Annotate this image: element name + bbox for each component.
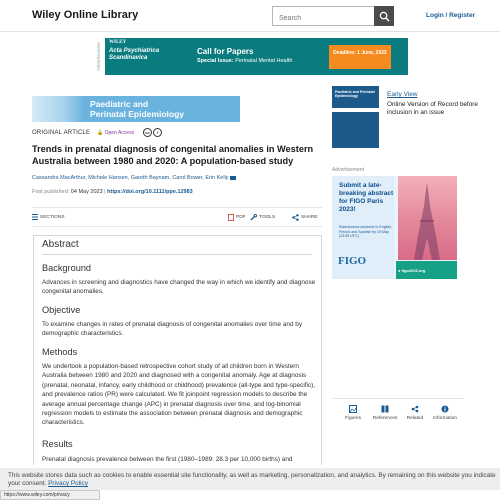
open-lock-icon: 🔓: [97, 130, 104, 136]
early-view-link[interactable]: Early View: [387, 91, 418, 98]
references-icon: [381, 405, 389, 413]
list-icon: [32, 214, 38, 220]
background-heading: Background: [42, 263, 92, 273]
article-type: ORIGINAL ARTICLE: [32, 130, 91, 136]
journal-name-line1: Paediatric and: [90, 99, 149, 109]
privacy-policy-link[interactable]: Privacy Policy: [48, 480, 88, 487]
ad-headline-figo: Submit a late-breaking abstract for FIGO Paris 2023!: [339, 182, 394, 213]
sidebar-advertisement[interactable]: [332, 176, 457, 279]
figures-tab[interactable]: Figures: [338, 405, 368, 421]
cookie-banner: [0, 468, 500, 490]
cc-icon: cc: [143, 128, 152, 137]
related-tab[interactable]: Related: [400, 405, 430, 421]
cookie-text: This website stores data such as cookies to enable essential site functionality, as well as marketing, personalization, and analytics. By remaining on this website you indicate your consent. Privacy Policy: [8, 472, 496, 487]
share-button[interactable]: SHARE: [292, 214, 318, 221]
image-icon: [349, 405, 357, 413]
ad-special-issue: Special Issue: Perinatal Mental Health: [197, 58, 293, 64]
pdf-button[interactable]: PDF: [228, 214, 246, 221]
ad-deadline-badge: Deadline: 1 June, 2022: [329, 45, 391, 69]
objective-text: To examine changes in rates of prenatal diagnosis of congenital anomalies over time and by demographic characteristics.: [42, 321, 303, 338]
search-input[interactable]: [273, 10, 373, 28]
author-list[interactable]: Cassandra MacArthur, Michele Hansen, Gareth Baynam, Carol Bower, Erin Kelly: [32, 175, 292, 181]
globe-icon: ●: [398, 268, 401, 273]
methods-text: We undertook a population-based retrospective cohort study of all children born in Western Australia between 1980 and 2020 and diagnosed with a congenital anomaly. Age at diagnosis (prenatal, neonatal, infancy, early childhood or childhood) prevalence (all-type and type-specific), and prevalence ratios (PR) were calculated. We fit joinpoint regression models to describe the average annual percentage change (APC) in prenatal diagnosis over time, and log-binomial regression models to estimate the association between prenatal diagnosis and demographic characteristics.: [42, 363, 316, 427]
doi-link[interactable]: https://doi.org/10.1111/ppe.12983: [107, 189, 193, 195]
cover-band: [332, 108, 379, 112]
figo-logo: FIGO: [338, 255, 367, 267]
early-view-description: Online Version of Record before inclusion in an issue: [387, 101, 478, 116]
share-icon: [292, 214, 299, 221]
wiley-logo[interactable]: Wiley Online Library: [32, 9, 139, 21]
browser-status-url: https://www.wiley.com/privacy: [0, 490, 100, 500]
information-tab[interactable]: Information: [430, 405, 460, 421]
search-icon: [379, 11, 390, 22]
results-heading: Results: [42, 439, 73, 449]
methods-heading: Methods: [42, 347, 78, 357]
article-title: Trends in prenatal diagnosis of congenital anomalies in Western Australia between 1980 and 2020: A population-based study: [32, 144, 314, 166]
site-header: [0, 0, 500, 32]
objective-heading: Objective: [42, 305, 81, 315]
email-icon[interactable]: [230, 176, 236, 180]
sidebar-tools: [332, 398, 464, 424]
journal-name-line2: Perinatal Epidemiology: [90, 109, 184, 119]
results-text: Prenatal diagnosis prevalence between the first (1980–1989: 28.3 per 10,000 births) and: [42, 456, 293, 463]
info-icon: [441, 405, 449, 413]
background-text: Advances in screening and diagnostics have changed the way in which we identify and diagnose congenital anomalies.: [42, 279, 316, 296]
login-register-link[interactable]: Login / Register: [426, 12, 476, 19]
ad-journal-name: Acta Psychiatrica Scandinavica: [109, 48, 160, 61]
sections-button[interactable]: SECTIONS: [32, 214, 65, 220]
ad-url: ● figo2023.org: [398, 268, 426, 273]
journal-banner-art: [32, 96, 84, 122]
abstract-heading: Abstract: [42, 239, 79, 250]
related-icon: [411, 405, 419, 413]
cc-by-icon: i: [153, 128, 162, 137]
published-date: 04 May 2023: [70, 189, 103, 195]
tools-button[interactable]: TOOLS: [250, 214, 275, 221]
journal-cover-thumbnail[interactable]: [332, 86, 379, 148]
article-toolbar: [32, 207, 322, 227]
eiffel-tower-image: [398, 176, 457, 260]
abstract-divider: [42, 254, 312, 255]
ad-wiley-logo: WILEY: [109, 40, 127, 45]
wrench-icon: [250, 214, 257, 221]
ad-label: Advertisement: [96, 42, 101, 72]
ad-subtext-figo: Submissions welcome in English, French and Spanish by 15 May (23:59 UTC): [339, 225, 393, 238]
pdf-icon: [228, 214, 234, 221]
ad-headline: Call for Papers: [197, 47, 254, 56]
license-icons[interactable]: [143, 128, 162, 137]
references-tab[interactable]: References: [370, 405, 400, 421]
top-advertisement[interactable]: [105, 38, 408, 75]
sidebar-ad-label: Advertisement: [332, 167, 364, 173]
cover-title: Paediatric and Perinatal Epidemiology: [335, 90, 375, 98]
journal-banner[interactable]: [32, 96, 240, 122]
search-button[interactable]: [374, 6, 394, 26]
open-access-badge: 🔓 Open Access: [97, 130, 135, 136]
publication-info: First published: 04 May 2023 | https://doi.org/10.1111/ppe.12983: [32, 189, 193, 195]
